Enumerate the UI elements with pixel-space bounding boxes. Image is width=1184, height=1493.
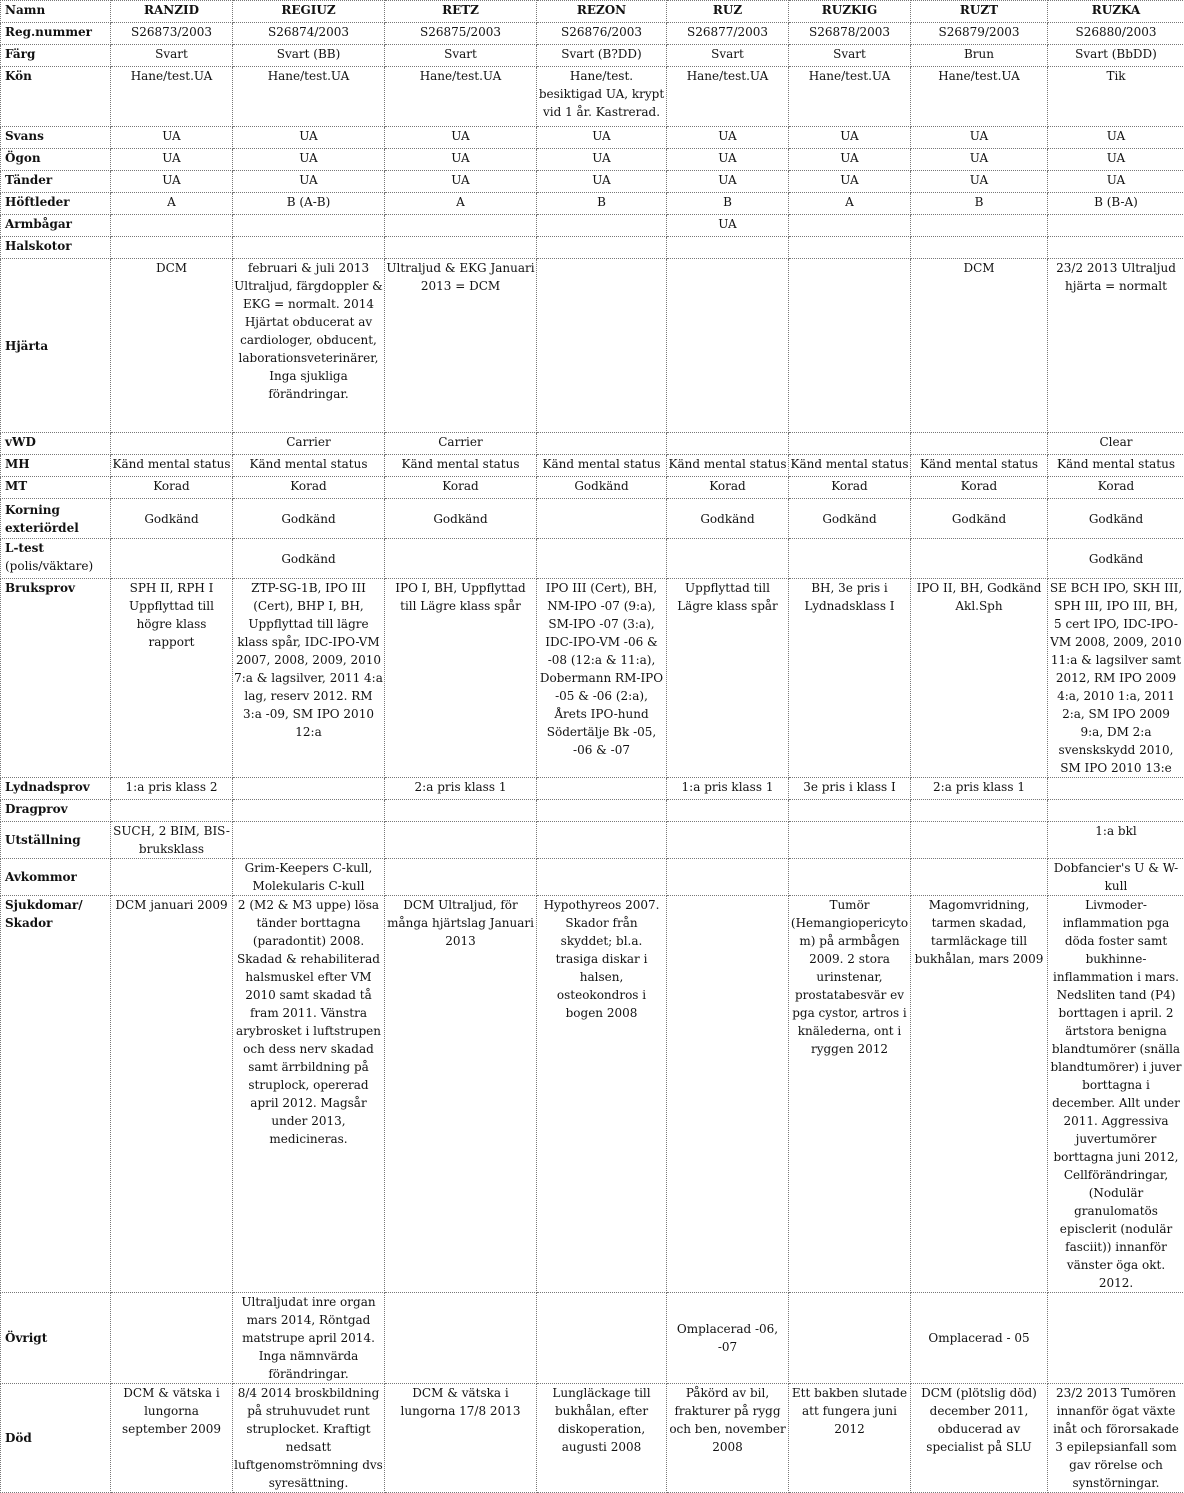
table-cell: S26878/2003 [789, 23, 911, 45]
table-cell: Korad [789, 477, 911, 499]
table-cell: Omplacerad -06, -07 [667, 1293, 789, 1384]
table-cell: Brun [911, 45, 1048, 67]
table-cell [111, 859, 233, 896]
table-cell: Carrier [385, 433, 537, 455]
table-cell: Carrier [233, 433, 385, 455]
table-cell [667, 259, 789, 433]
table-cell: DCM & vätska i lungorna september 2009 [111, 1384, 233, 1493]
row-label-text: Bruksprov [5, 581, 75, 595]
table-cell [385, 237, 537, 259]
table-row [1, 259, 1184, 433]
table-cell: UA [911, 171, 1048, 193]
table-cell: UA [667, 215, 789, 237]
table-cell: IPO III (Cert), BH, NM-IPO -07 (9:a), SM-IPO -07 (3:a), IDC-IPO-VM -06 & -08 (12:a & 11:a), Dobermann RM-IPO -05 & -06 (2:a), Årets IPO-hund Södertälje Bk -05, -06 & -07 [537, 579, 667, 778]
table-cell: Svart [789, 45, 911, 67]
table-cell: B [667, 193, 789, 215]
table-cell: DCM Ultraljud, för många hjärtslag Januari 2013 [385, 896, 537, 1293]
table-cell: UA [111, 127, 233, 149]
table-cell: Hane/test.UA [111, 67, 233, 127]
table-cell [667, 237, 789, 259]
row-label-lydnadsprov [1, 778, 111, 800]
row-label-text: Svans [5, 129, 44, 143]
table-cell [789, 215, 911, 237]
table-cell [111, 800, 233, 822]
table-cell: UA [385, 149, 537, 171]
row-label-text: Hjärta [5, 339, 48, 353]
table-cell [111, 539, 233, 579]
table-cell: UA [911, 127, 1048, 149]
header-row [1, 1, 1184, 23]
table-row [1, 800, 1184, 822]
table-cell: S26879/2003 [911, 23, 1048, 45]
table-cell [1048, 800, 1184, 822]
row-label-text: Lydnadsprov [5, 780, 90, 794]
table-cell: Dobfancier's U & W-kull [1048, 859, 1184, 896]
table-cell: Godkänd [233, 499, 385, 539]
table-cell: UA [1048, 171, 1184, 193]
table-cell: SPH II, RPH I Uppflyttad till högre klass rapport [111, 579, 233, 778]
table-cell [111, 215, 233, 237]
table-cell [667, 539, 789, 579]
table-cell [111, 433, 233, 455]
table-cell: Känd mental status [911, 455, 1048, 477]
row-label-reg-nummer [1, 23, 111, 45]
row-label-mt [1, 477, 111, 499]
table-cell: Godkänd [233, 539, 385, 579]
table-cell: 2:a pris klass 1 [911, 778, 1048, 800]
table-cell: Godkänd [911, 499, 1048, 539]
table-cell [789, 859, 911, 896]
row-label-kon [1, 67, 111, 127]
table-cell: Hane/test.UA [385, 67, 537, 127]
row-label-text: Dragprov [5, 802, 68, 816]
row-label-text: Utställning [5, 833, 81, 847]
table-cell: Svart (BbDD) [1048, 45, 1184, 67]
table-cell: UA [111, 171, 233, 193]
table-cell [385, 215, 537, 237]
table-cell: Ultraljud & EKG Januari 2013 = DCM [385, 259, 537, 433]
table-cell: Svart [667, 45, 789, 67]
table-cell: UA [1048, 149, 1184, 171]
table-cell: 1:a pris klass 2 [111, 778, 233, 800]
row-label-halskotor [1, 237, 111, 259]
table-cell: DCM [111, 259, 233, 433]
table-cell [789, 800, 911, 822]
table-cell [1048, 237, 1184, 259]
table-row [1, 67, 1184, 127]
table-cell [789, 1293, 911, 1384]
table-cell: UA [537, 149, 667, 171]
table-cell [385, 1293, 537, 1384]
table-cell: S26876/2003 [537, 23, 667, 45]
table-row [1, 1384, 1184, 1493]
table-cell [385, 822, 537, 859]
table-cell: B [911, 193, 1048, 215]
table-cell: SE BCH IPO, SKH III, SPH III, IPO III, BH, 5 cert IPO, IDC-IPO-VM 2008, 2009, 2010 11:a & lagsilver samt 2012, RM IPO 2009 4:a, 2010 1:a, 2011 2:a, SM IPO 2009 9:a, DM 2:a svenskskydd 2010, SM IPO 2010 13:e [1048, 579, 1184, 778]
row-label-text: Kön [5, 69, 32, 83]
table-cell: Godkänd [385, 499, 537, 539]
table-cell: UA [667, 127, 789, 149]
table-cell: 1:a bkl [1048, 822, 1184, 859]
header-ruzkig: RUZKIG [789, 1, 911, 23]
table-cell [789, 539, 911, 579]
row-label-sjukdomar-skador [1, 896, 111, 1293]
table-cell: Godkänd [1048, 499, 1184, 539]
table-row [1, 455, 1184, 477]
table-row [1, 215, 1184, 237]
table-cell: Svart (B?DD) [537, 45, 667, 67]
table-cell: Grim-Keepers C-kull, Molekularis C-kull [233, 859, 385, 896]
table-cell: A [385, 193, 537, 215]
row-label-korning-exteriordel [1, 499, 111, 539]
table-cell: UA [233, 149, 385, 171]
table-cell [911, 800, 1048, 822]
table-cell: DCM [911, 259, 1048, 433]
table-cell [537, 539, 667, 579]
table-cell [911, 539, 1048, 579]
table-cell: Svart [111, 45, 233, 67]
table-cell: Tumör (Hemangiopericytom) på armbågen 2009. 2 stora urinstenar, prostatabesvär ev pga cystor, artros i knälederna, ont i ryggen 2012 [789, 896, 911, 1293]
table-cell: Känd mental status [1048, 455, 1184, 477]
table-cell [233, 778, 385, 800]
table-cell: Lungläckage till bukhålan, efter diskoperation, augusti 2008 [537, 1384, 667, 1493]
table-cell: 8/4 2014 broskbildning på struhuvudet runt struplocket. Kraftigt nedsatt luftgenomströmning dvs syresättning. [233, 1384, 385, 1493]
table-cell: Godkänd [111, 499, 233, 539]
table-cell: UA [233, 127, 385, 149]
table-cell: februari & juli 2013 Ultraljud, färgdoppler & EKG = normalt. 2014 Hjärtat obducerat av cardiologer, obducent, laborationsveterinärer, Inga sjukliga förändringar. [233, 259, 385, 433]
table-cell: Svart [385, 45, 537, 67]
table-cell [667, 859, 789, 896]
table-cell: Känd mental status [667, 455, 789, 477]
table-cell: Korad [233, 477, 385, 499]
row-label-text: Färg [5, 47, 35, 61]
row-label-subtext: (polis/väktare) [5, 559, 93, 573]
table-cell: UA [385, 171, 537, 193]
table-cell: UA [385, 127, 537, 149]
table-row [1, 171, 1184, 193]
row-label-text: Armbågar [5, 217, 72, 231]
row-label-mh [1, 455, 111, 477]
table-row [1, 45, 1184, 67]
table-cell: 1:a pris klass 1 [667, 778, 789, 800]
table-cell [667, 800, 789, 822]
table-cell: Hane/test.UA [911, 67, 1048, 127]
row-label-text: Korning exteriördel [5, 503, 79, 535]
table-cell [111, 237, 233, 259]
table-row [1, 477, 1184, 499]
row-label-text: Tänder [5, 173, 52, 187]
table-cell: Känd mental status [789, 455, 911, 477]
row-label-ogon [1, 149, 111, 171]
table-cell: Känd mental status [385, 455, 537, 477]
row-label-text: MH [5, 457, 30, 471]
table-cell: Korad [111, 477, 233, 499]
table-cell: Livmoder-inflammation pga döda foster samt bukhinne-inflammation i mars. Nedsliten tand (P4) borttagen i april. 2 ärtstora benigna blandtumörer (snälla blandtumörer) i juver borttagna i december. Allt under 2011. Aggressiva juvertumörer borttagna juni 2012, Cellförändringar, (Nodulär granulomatös episclerit (nodulär fasciit)) innanför vänster öga okt. 2012. [1048, 896, 1184, 1293]
table-cell: 3e pris i klass I [789, 778, 911, 800]
row-label-hoftleder [1, 193, 111, 215]
table-cell: A [111, 193, 233, 215]
table-cell: Korad [911, 477, 1048, 499]
table-cell: Tik [1048, 67, 1184, 127]
table-cell: Ultraljudat inre organ mars 2014, Röntgad matstrupe april 2014. Inga nämnvärda förändringar. [233, 1293, 385, 1384]
table-cell: S26880/2003 [1048, 23, 1184, 45]
table-cell: Godkänd [1048, 539, 1184, 579]
header-ruzka: RUZKA [1048, 1, 1184, 23]
table-row [1, 822, 1184, 859]
table-cell: UA [233, 171, 385, 193]
row-label-text: Sjukdomar/ Skador [5, 898, 83, 930]
row-label-ovrigt [1, 1293, 111, 1384]
table-row [1, 149, 1184, 171]
row-label-text: Höftleder [5, 195, 70, 209]
table-cell: Påkörd av bil, frakturer på rygg och ben, november 2008 [667, 1384, 789, 1493]
table-cell: UA [537, 127, 667, 149]
table-cell [789, 433, 911, 455]
table-cell: UA [111, 149, 233, 171]
table-cell: Korad [1048, 477, 1184, 499]
row-label-vwd [1, 433, 111, 455]
table-cell [537, 237, 667, 259]
row-label-farg [1, 45, 111, 67]
header-regiuz: REGIUZ [233, 1, 385, 23]
table-cell: Hane/test.UA [667, 67, 789, 127]
table-cell: DCM (plötslig död) december 2011, obducerad av specialist på SLU [911, 1384, 1048, 1493]
table-cell [537, 259, 667, 433]
row-label-l-test [1, 539, 111, 579]
table-cell: Korad [667, 477, 789, 499]
table-cell: Uppflyttad till Lägre klass spår [667, 579, 789, 778]
row-label-text: MT [5, 479, 27, 493]
table-cell: ZTP-SG-1B, IPO III (Cert), BHP I, BH, Uppflyttad till lägre klass spår, IDC-IPO-VM 2007, 2008, 2009, 2010 7:a & lagsilver, 2011 4:a lag, reserv 2012. RM 3:a -09, SM IPO 2010 12:a [233, 579, 385, 778]
row-label-text: Avkommor [5, 870, 77, 884]
table-cell: B (B-A) [1048, 193, 1184, 215]
table-cell: Omplacerad - 05 [911, 1293, 1048, 1384]
table-row [1, 237, 1184, 259]
table-cell: IPO II, BH, Godkänd Akl.Sph [911, 579, 1048, 778]
table-cell [911, 859, 1048, 896]
table-cell [911, 822, 1048, 859]
row-label-text: L-test [5, 541, 44, 555]
table-cell [385, 539, 537, 579]
table-cell [537, 778, 667, 800]
table-cell: 23/2 2013 Tumören innanför ögat växte inåt och förorsakade 3 epilepsianfall som gav rörelse och synstörningar. [1048, 1384, 1184, 1493]
table-cell: Svart (BB) [233, 45, 385, 67]
table-row [1, 499, 1184, 539]
table-cell: SUCH, 2 BIM, BIS-bruksklass [111, 822, 233, 859]
table-row [1, 1293, 1184, 1384]
table-cell [667, 822, 789, 859]
table-cell: Korad [385, 477, 537, 499]
row-label-armbagar [1, 215, 111, 237]
table-cell: Hane/test.UA [789, 67, 911, 127]
table-cell: 2:a pris klass 1 [385, 778, 537, 800]
table-cell: Magomvridning, tarmen skadad, tarmläckage till bukhålan, mars 2009 [911, 896, 1048, 1293]
table-cell: 2 (M2 & M3 uppe) lösa tänder borttagna (paradontit) 2008. Skadad & rehabiliterad halsmuskel efter VM 2010 samt skadad tå fram 2011. Vänstra arybrosket i luftstrupen och dess nerv skadad samt ärrbildning på struplock, opererad april 2012. Magsår under 2013, medicineras. [233, 896, 385, 1293]
table-cell [537, 215, 667, 237]
table-row [1, 127, 1184, 149]
table-row [1, 23, 1184, 45]
table-cell: A [789, 193, 911, 215]
table-cell: UA [537, 171, 667, 193]
header-ruzt: RUZT [911, 1, 1048, 23]
row-label-dragprov [1, 800, 111, 822]
table-cell [537, 800, 667, 822]
table-cell [233, 822, 385, 859]
table-row [1, 579, 1184, 778]
table-cell: UA [789, 171, 911, 193]
table-cell [537, 433, 667, 455]
header-ranzid: RANZID [111, 1, 233, 23]
table-cell: UA [911, 149, 1048, 171]
table-cell [537, 1293, 667, 1384]
table-cell: S26875/2003 [385, 23, 537, 45]
table-cell [667, 433, 789, 455]
header-ruz: RUZ [667, 1, 789, 23]
table-row [1, 896, 1184, 1293]
table-cell [1048, 778, 1184, 800]
header-rezon: REZON [537, 1, 667, 23]
table-cell [667, 896, 789, 1293]
table-cell: B [537, 193, 667, 215]
table-cell [537, 859, 667, 896]
table-row [1, 193, 1184, 215]
table-cell: Hane/test.UA [233, 67, 385, 127]
table-cell: BH, 3e pris i Lydnadsklass I [789, 579, 911, 778]
table-cell: Hane/test. besiktigad UA, krypt vid 1 år. Kastrerad. [537, 67, 667, 127]
table-cell [111, 1293, 233, 1384]
table-cell: UA [667, 149, 789, 171]
row-label-text: Reg.nummer [5, 25, 92, 39]
row-label-text: Halskotor [5, 239, 72, 253]
table-cell: UA [1048, 127, 1184, 149]
table-cell: DCM & vätska i lungorna 17/8 2013 [385, 1384, 537, 1493]
table-cell [789, 822, 911, 859]
table-cell [1048, 215, 1184, 237]
row-label-svans [1, 127, 111, 149]
table-cell: B (A-B) [233, 193, 385, 215]
row-label-utstallning [1, 822, 111, 859]
row-label-text: Död [5, 1431, 32, 1445]
row-label-text: Övrigt [5, 1331, 47, 1345]
table-cell: S26877/2003 [667, 23, 789, 45]
table-cell [385, 859, 537, 896]
table-cell: Godkänd [667, 499, 789, 539]
table-cell: UA [789, 127, 911, 149]
table-cell: UA [789, 149, 911, 171]
table-row [1, 778, 1184, 800]
table-cell: S26874/2003 [233, 23, 385, 45]
table-cell: Ett bakben slutade att fungera juni 2012 [789, 1384, 911, 1493]
table-cell [911, 215, 1048, 237]
table-cell: Känd mental status [111, 455, 233, 477]
table-cell [537, 822, 667, 859]
table-cell [1048, 1293, 1184, 1384]
table-cell: DCM januari 2009 [111, 896, 233, 1293]
table-cell: Godkänd [537, 477, 667, 499]
table-row [1, 433, 1184, 455]
table-row [1, 859, 1184, 896]
table-row [1, 539, 1184, 579]
row-label-dod [1, 1384, 111, 1493]
table-cell: Godkänd [789, 499, 911, 539]
table-cell [233, 215, 385, 237]
table-cell [911, 237, 1048, 259]
row-label-avkommor [1, 859, 111, 896]
header-retz: RETZ [385, 1, 537, 23]
table-cell [911, 433, 1048, 455]
row-label-bruksprov [1, 579, 111, 778]
table-cell: Hypothyreos 2007. Skador från skyddet; bl.a. trasiga diskar i halsen, osteokondros i bogen 2008 [537, 896, 667, 1293]
header-label: Namn [1, 1, 111, 23]
table-cell [789, 259, 911, 433]
table-cell [233, 237, 385, 259]
row-label-text: Ögon [5, 151, 41, 165]
table-cell [789, 237, 911, 259]
table-cell [537, 499, 667, 539]
table-cell [233, 800, 385, 822]
table-cell: Känd mental status [537, 455, 667, 477]
table-cell: 23/2 2013 Ultraljud hjärta = normalt [1048, 259, 1184, 433]
table-cell: IPO I, BH, Uppflyttad till Lägre klass spår [385, 579, 537, 778]
row-label-tander [1, 171, 111, 193]
table-cell [385, 800, 537, 822]
table-cell: Känd mental status [233, 455, 385, 477]
table-cell: S26873/2003 [111, 23, 233, 45]
row-label-hjarta [1, 259, 111, 433]
table-cell: UA [667, 171, 789, 193]
table-cell: Clear [1048, 433, 1184, 455]
row-label-text: vWD [5, 435, 36, 449]
